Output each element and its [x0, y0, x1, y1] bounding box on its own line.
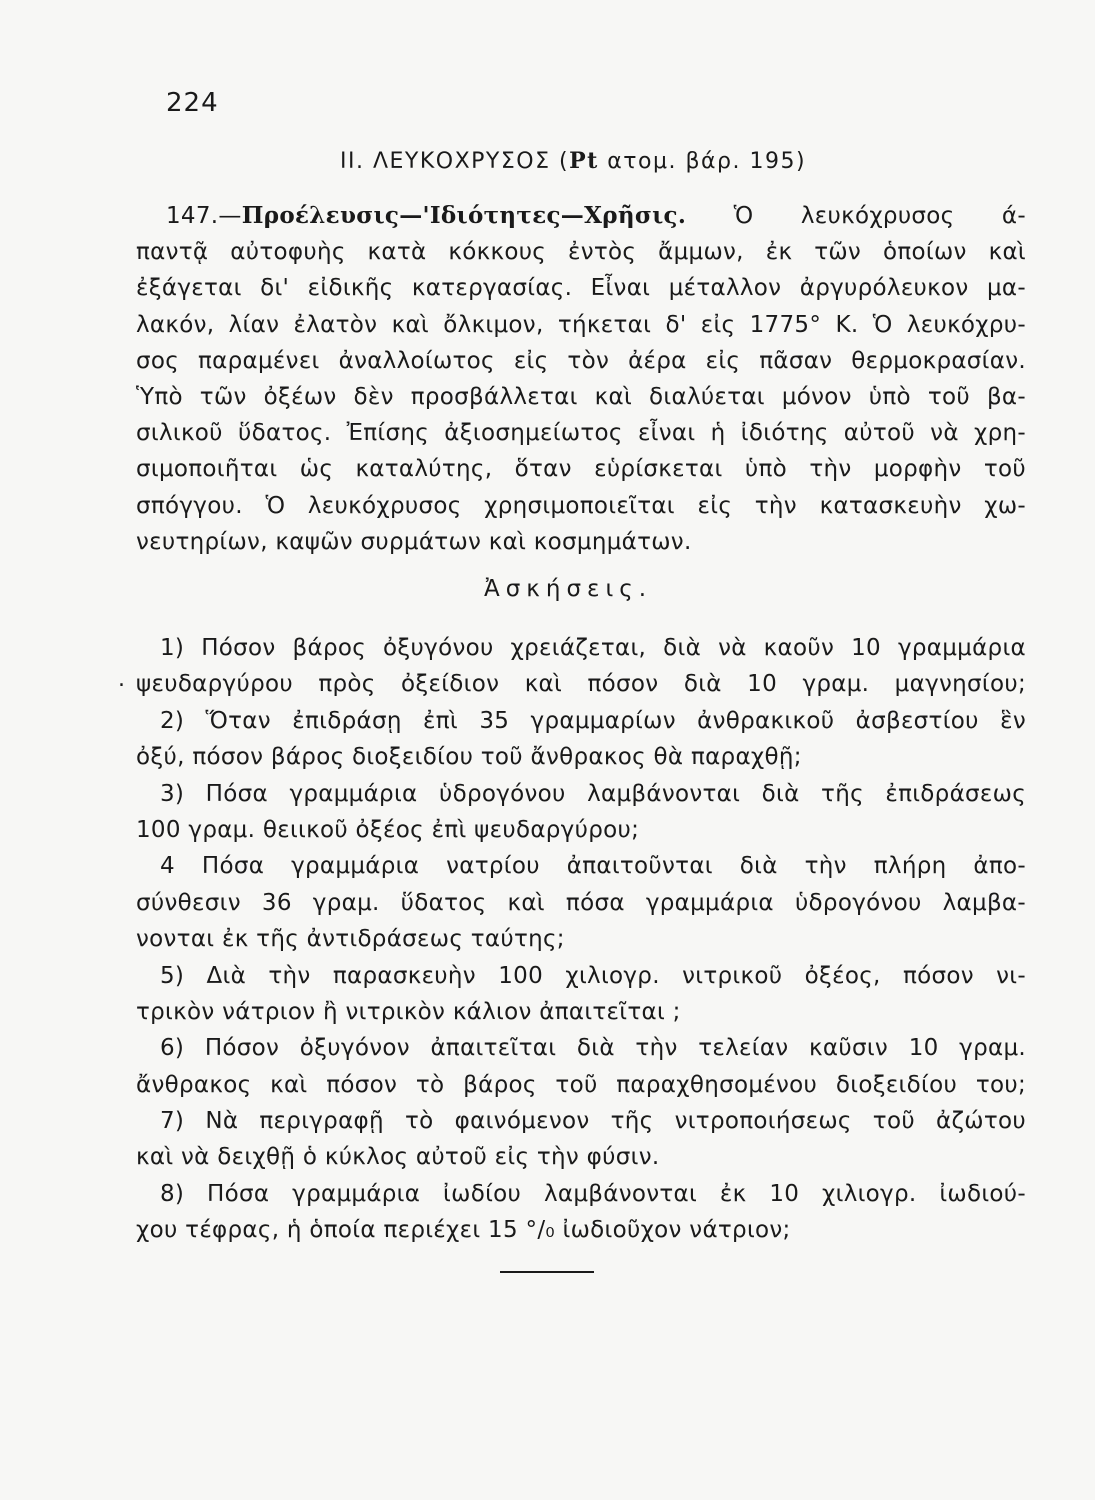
exercise-text: 4 Πόσα γραμμάρια νατρίου ἀπαιτοῦνται διὰ τὴν πλήρη ἀπο-	[160, 853, 1026, 880]
article-line: σος παραμένει ἀναλλοίωτος εἰς τὸν ἀέρα εἰς πᾶσαν θερμοκρασίαν.	[136, 347, 1026, 374]
article-number: 147.—	[166, 203, 242, 229]
exercise-line: νονται ἐκ τῆς ἀντιδράσεως ταύτης;	[136, 926, 565, 953]
margin-mark: .	[118, 667, 125, 692]
end-rule	[500, 1271, 594, 1273]
exercise-text: 2) Ὅταν ἐπιδράσῃ ἐπὶ 35 γραμμαρίων ἀνθρακικοῦ ἀσβεστίου ἓν	[160, 707, 1026, 734]
article-body	[136, 198, 1026, 560]
exercise-text: 7) Νὰ περιγραφῇ τὸ φαινόμενον τῆς νιτροποιήσεως τοῦ ἀζώτου	[160, 1108, 1026, 1135]
exercise-line: ψευδαργύρου πρὸς ὀξείδιον καὶ πόσον διὰ 10 γραμ. μαγνησίου;	[136, 671, 1026, 698]
exercise-text: 3) Πόσα γραμμάρια ὑδρογόνου λαμβάνονται διὰ τῆς ἐπιδράσεως	[160, 780, 1026, 807]
section-heading-rest: ατομ. βάρ. 195)	[598, 149, 807, 174]
exercise-line	[136, 703, 1026, 739]
exercise-line: χου τέφρας, ἡ ὁποία περιέχει 15 °/₀ ἰωδιοῦχον νάτριον;	[136, 1217, 791, 1244]
section-heading	[340, 148, 806, 174]
article-line: σπόγγου. Ὁ λευκόχρυσος χρησιμοποιεῖται εἰς τὴν κατασκευὴν χω-	[136, 492, 1026, 519]
exercise-text: 6) Πόσον ὀξυγόνον ἀπαιτεῖται διὰ τὴν τελείαν καῦσιν 10 γραμ.	[160, 1035, 1026, 1062]
article-line: λακόν, λίαν ἐλατὸν καὶ ὄλκιμον, τήκεται δ' εἰς 1775° Κ. Ὁ λευκόχρυ-	[136, 311, 1026, 338]
article-line: σιμοποιῆται ὡς καταλύτης, ὅταν εὑρίσκεται ὑπὸ τὴν μορφὴν τοῦ	[136, 456, 1026, 483]
exercise-line	[136, 958, 1026, 994]
exercise-line	[136, 1103, 1026, 1139]
article-line: παντᾷ αὐτοφυὴς κατὰ κόκκους ἐντὸς ἄμμων, ἐκ τῶν ὁποίων καὶ	[136, 239, 1026, 266]
exercise-text: 1) Πόσον βάρος ὀξυγόνου χρειάζεται, διὰ νὰ καοῦν 10 γραμμάρια	[160, 635, 1026, 661]
exercise-text: 5) Διὰ τὴν παρασκευὴν 100 χιλιογρ. νιτρικοῦ ὀξέος, πόσον νι-	[160, 962, 1026, 989]
exercise-line: τρικὸν νάτριον ἢ νιτρικὸν κάλιον ἀπαιτεῖται ;	[136, 998, 681, 1025]
section-heading-text: ΙΙ. ΛΕΥΚΟΧΡΥΣΟΣ (	[340, 149, 570, 174]
exercise-text: 8) Πόσα γραμμάρια ἰωδίου λαμβάνονται ἐκ 10 χιλιογρ. ἰωδιού-	[160, 1180, 1026, 1207]
exercise-line: ὀξύ, πόσον βάρος διοξειδίου τοῦ ἄνθρακος θὰ παραχθῇ;	[136, 744, 802, 771]
exercise-line: καὶ νὰ δειχθῇ ὁ κύκλος αὐτοῦ εἰς τὴν φύσιν.	[136, 1144, 660, 1171]
article-line: Ὑπὸ τῶν ὀξέων δὲν προσβάλλεται καὶ διαλύεται μόνον ὑπὸ τοῦ βα-	[136, 383, 1026, 410]
page-number: 224	[166, 88, 219, 118]
article-line: νευτηρίων, καψῶν συρμάτων καὶ κοσμημάτων.	[136, 528, 692, 555]
exercise-line	[136, 1176, 1026, 1212]
article-title: Προέλευσις—'Ιδιότητες—Χρῆσις.	[241, 202, 687, 229]
article-line	[136, 198, 1026, 234]
exercise-line: σύνθεσιν 36 γραμ. ὕδατος καὶ πόσα γραμμάρια ὑδρογόνου λαμβα-	[136, 889, 1026, 916]
exercise-line	[136, 776, 1026, 812]
exercise-line	[136, 848, 1026, 884]
exercise-line	[136, 630, 1026, 666]
article-line-text: Ὁ λευκόχρυσος ά-	[686, 203, 1026, 229]
article-line: σιλικοῦ ὕδατος. Ἐπίσης ἀξιοσημείωτος εἶναι ἡ ἰδιότης αὐτοῦ νὰ χρη-	[136, 420, 1026, 447]
element-symbol: Pt	[569, 148, 599, 174]
exercise-line	[136, 1030, 1026, 1066]
exercises-list	[136, 630, 1026, 1249]
exercise-line: ἄνθρακος καὶ πόσον τὸ βάρος τοῦ παραχθησομένου διοξειδίου του;	[136, 1071, 1026, 1098]
article-line: ἐξάγεται δι' εἰδικῆς κατεργασίας. Εἶναι μέταλλον ἀργυρόλευκον μα-	[136, 275, 1026, 302]
exercise-line: 100 γραμ. θειικοῦ ὀξέος ἐπὶ ψευδαργύρου;	[136, 816, 640, 843]
exercises-heading: Ἀσκήσεις.	[484, 576, 653, 602]
